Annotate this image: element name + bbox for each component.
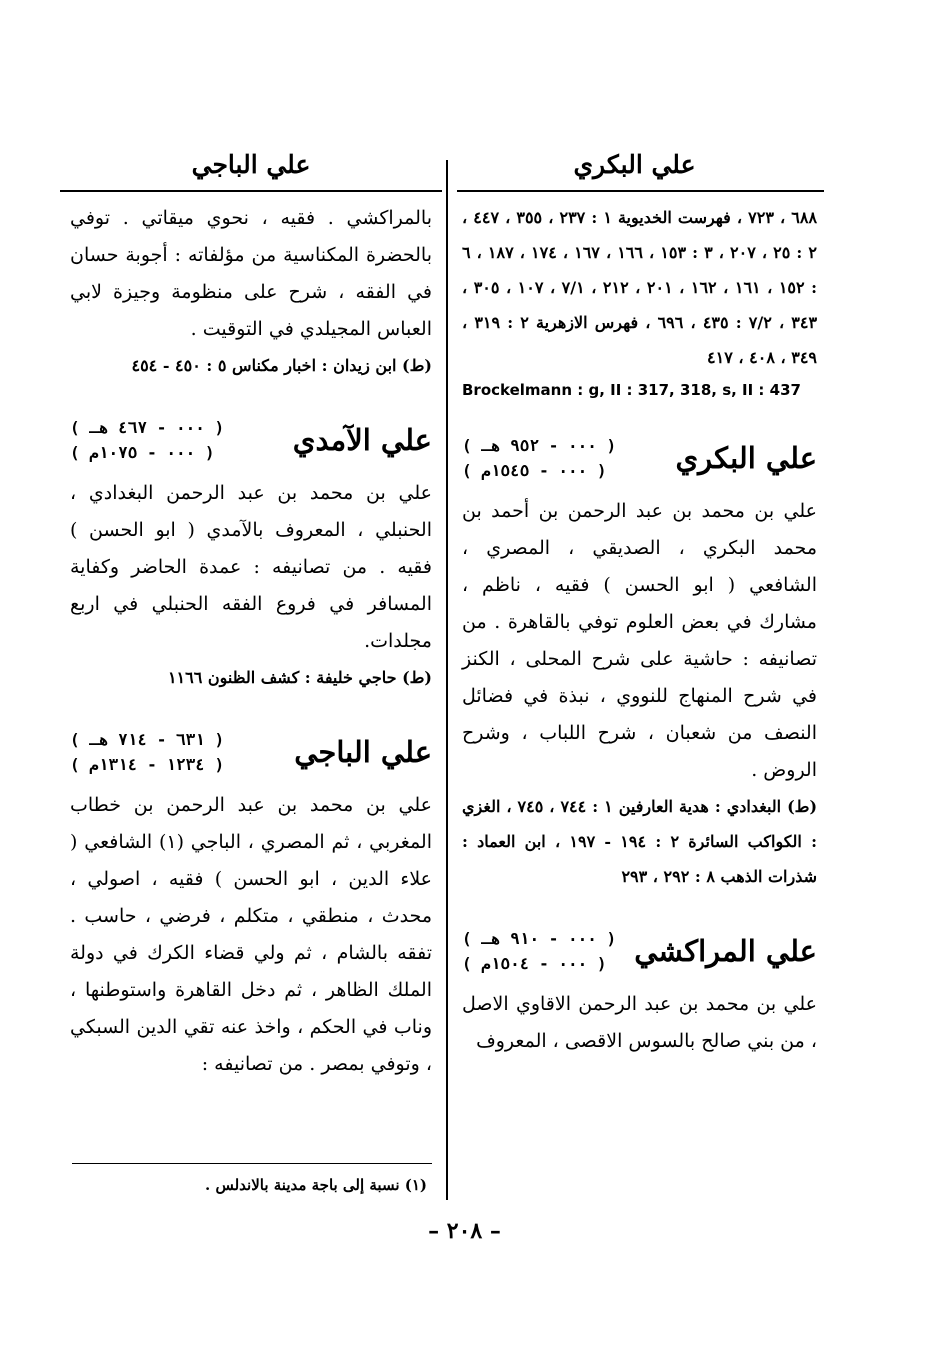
entry-heading-baji [70, 727, 432, 777]
header-rule-right [457, 190, 824, 192]
footnote-rule [72, 1163, 432, 1164]
entry-references: (ط) ابن زيدان : اخبار مكناس ٥ : ٤٥٠ - ٤٥٤ [131, 356, 432, 375]
running-head-left: علي الباجي [191, 150, 311, 179]
entry-dates [70, 727, 224, 777]
entry-name: علي المراكشي [634, 934, 817, 968]
entry-biography-continued: بالمراكشي . فقيه ، نحوي ميقاتي . توفي بالحضرة المكناسية من مؤلفاته : أجوبة حسان في الفقه ، شرح على منظومة وجيزة لابي العباس المجيلدي في التوقيت . [70, 207, 432, 340]
entry-references: (ط) البغدادي : هدية العارفين ١ : ٧٤٤ ، ٧٤٥ ، الغزي : الكواكب السائرة ٢ : ١٩٤ - ١٩٧ ، ابن العماد : شذرات الذهب ٨ : ٢٩٢ ، ٢٩٣ [462, 797, 818, 886]
hijri-dates: ( ٦٣١ - ٧١٤ هـ ) [70, 730, 225, 749]
column-divider [446, 160, 448, 1200]
entry-heading-bakri [462, 433, 817, 483]
entry-name: علي البكري [675, 441, 817, 475]
entry-biography: علي بن محمد بن عبد الرحمن بن أحمد بن محمد البكري ، الصديقي ، المصري ، الشافعي ( ابو الحسن ) فقيه ، ناظم ، مشارك في بعض العلوم توفي بالقاهرة . من تصانيفه : حاشية على شرح المحلى ، الكنز في شرح المنهاج للنووي ، نبذة في فضائل النصف من شعبان ، شرح اللباب ، وشرح الروض . [462, 500, 817, 781]
page-number: – ٢٠٨ – [428, 1218, 501, 1244]
entry-name: علي الباجي [294, 735, 432, 769]
hijri-dates: ( ٠٠٠ - ٤٦٧ هـ ) [70, 418, 225, 437]
footnote: (١) نسبة إلى باجة مدينة بالاندلس . [205, 1176, 427, 1194]
brockelmann-reference: Brockelmann : g, II : 317, 318, s, II : 437 [462, 381, 801, 399]
hijri-dates: ( ٠٠٠ - ٩١٠ هـ ) [462, 929, 617, 948]
references-continued: ٦٨٨ ، ٧٢٣ ، فهرست الخديوية ١ : ٢٣٧ ، ٣٥٥ ، ٤٤٧ ، ٢ : ٢٥ ، ٢٠٧ ، ٣ : ١٥٣ ، ١٦٦ ، ١٦٧ ، ١٧٤ ، ١٨٧ ، ٦ : ١٥٢ ، ١٦١ ، ١٦٢ ، ٢٠١ ، ٢١٢ ، ٧/١ ، ١٠٧ ، ٣٠٥ ، ٣٤٣ ، ٧/٢ : ٤٣٥ ، ٦٩٦ ، فهرس الازهرية ٢ : ٣١٩ ، ٣٤٩ ، ٤٠٨ ، ٤١٧ [462, 208, 818, 367]
entry-dates [462, 926, 616, 976]
header-rule-left [60, 190, 442, 192]
running-head-right: علي البكري [573, 150, 696, 179]
entry-biography: علي بن محمد بن عبد الرحمن الاقاوي الاصل ، من بني صالح بالسوس الاقصى ، المعروف [462, 993, 817, 1052]
gregorian-dates: ( ٠٠٠ - ١٥٤٥م ) [462, 461, 607, 480]
entry-dates [462, 433, 616, 483]
hijri-dates: ( ٠٠٠ - ٩٥٢ هـ ) [462, 436, 617, 455]
entry-heading-amidi [70, 415, 432, 465]
entry-dates [70, 415, 224, 465]
right-column [462, 200, 817, 1060]
entry-heading-marrakushi [462, 926, 817, 976]
entry-references: (ط) حاجي خليفة : كشف الظنون ١١٦٦ [167, 668, 432, 687]
entry-name: علي الآمدي [292, 423, 432, 457]
entry-biography: علي بن محمد بن عبد الرحمن بن خطاب المغربي ، ثم المصري ، الباجي (١) الشافعي ( علاء الدين ، ابو الحسن ) فقيه ، اصولي ، محدث ، منطقي ، متكلم ، فرضي ، حاسب . تفقه بالشام ، ثم ولي قضاء الكرك في دولة الملك الظاهر ، ثم دخل القاهرة واستوطنها ، وناب في الحكم ، واخذ عنه تقي الدين السبكي ، وتوفي بمصر . من تصانيفه : [70, 794, 432, 1075]
left-column [70, 200, 432, 1083]
entry-biography: علي بن محمد بن عبد الرحمن البغدادي ، الحنبلي ، المعروف بالآمدي ( ابو الحسن ) فقيه . من تصانيفه : عمدة الحاضر وكفاية المسافر في فروع الفقه الحنبلي في اربع مجلدات. [70, 482, 432, 652]
gregorian-dates: ( ٠٠٠ - ١٠٧٥م ) [70, 443, 215, 462]
gregorian-dates: ( ٠٠٠ - ١٥٠٤م ) [462, 954, 607, 973]
gregorian-dates: ( ١٢٣٤ - ١٣١٤م ) [70, 755, 225, 774]
